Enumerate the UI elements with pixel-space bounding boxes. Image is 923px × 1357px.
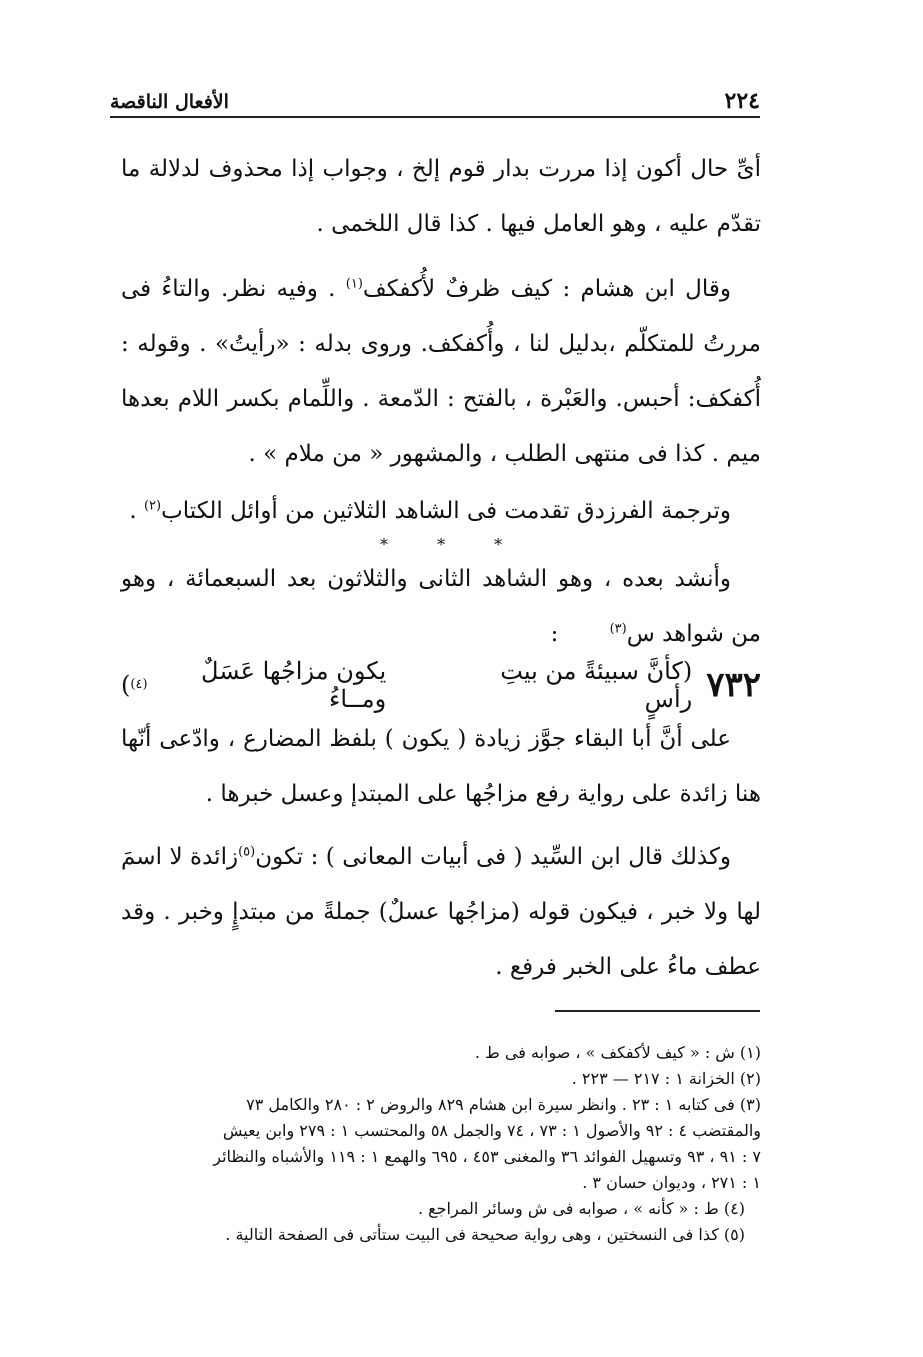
footnote-marker-5: (٥) xyxy=(238,844,256,860)
paragraph-text xyxy=(121,262,761,482)
footnote-divider xyxy=(555,1010,760,1012)
colon: : xyxy=(550,621,559,647)
paragraph-text-part: زائدة لا اسمَ لها ولا خبر ، فيكون قوله (مزاجُها عسلٌ) جملةً من مبتدإٍ وخبر . وقد عطف ماءُ على الخبر فرفع . xyxy=(121,844,761,980)
paragraph-2 xyxy=(121,262,761,482)
section-separator: * * * xyxy=(380,535,525,554)
verse-hemistich-first: (كأنَّ سبيئةً من بيتِ رأسٍ xyxy=(500,657,693,713)
running-title: الأفعال الناقصة xyxy=(110,91,229,113)
page-header xyxy=(110,82,760,118)
paragraph-text-part: وقال ابن هشام : كيف ظرفٌ لأُكفكف xyxy=(362,276,732,302)
paragraph-text-part: . وفيه نظر. والتاءُ فى مررتُ للمتكلّم ،بدليل لنا ، وأُكفكف. وروى بدله : «رأيتُ» . وقوله : أُكفكف: أحبس. والعَبْرة ، بالفتح : الدّمعة . واللِّمام بكسر اللام بعدها ميم . كذا فى منتهى الطلب ، والمشهور « من ملام » . xyxy=(121,276,761,467)
verse-number: ٧٣٢ xyxy=(706,665,761,705)
paragraph-3 xyxy=(121,484,761,539)
verse-hemistich-second: يكون مزاجُها عَسَلٌ ومــاءُ xyxy=(201,657,387,713)
paragraph-text-part: وأنشد بعده ، وهو الشاهد الثانى والثلاثون بعد السبعمائة ، وهو من شواهد س xyxy=(121,566,761,647)
footnotes xyxy=(111,1040,761,1248)
paragraph-5 xyxy=(121,712,761,822)
page-number: ٢٢٤ xyxy=(724,88,760,114)
footnote-marker-3: (٣) xyxy=(609,621,627,637)
paragraph-1 xyxy=(121,142,761,252)
verse-closing: ) xyxy=(121,671,131,699)
footnote-3: (٣) فى كتابه ١ : ٢٣ . وانظر سيرة ابن هشام ٨٢٩ والروض ٢ : ٢٨٠ والكامل ٧٣ xyxy=(246,1095,761,1114)
verse-line: ٧٣٢ (كأنَّ سبيئةً من بيتِ رأسٍ يكون مزاجُها عَسَلٌ ومــاءُ (٤) ) xyxy=(121,657,761,713)
footnote-4: (٤) ط : « كأنه » ، صوابه فى ش وسائر المراجع . xyxy=(417,1199,745,1218)
paragraph-text-part: وترجمة الفرزدق تقدمت فى الشاهد الثلاثين من أوائل الكتاب xyxy=(161,498,731,524)
footnote-3-continued: ٧ : ٩١ ، ٩٣ وتسهيل الفوائد ٣٦ والمغنى ٤٥٣ ، ٦٩٥ والهمع ١ : ١١٩ والأشباه والنظائر xyxy=(213,1147,761,1166)
paragraph-text xyxy=(121,552,761,662)
period: . xyxy=(129,498,137,524)
footnote-marker-2: (٢) xyxy=(143,498,162,514)
paragraph-text-part: وكذلك قال ابن السِّيد ( فى أبيات المعانى ) : تكون xyxy=(255,844,731,870)
paragraph-text xyxy=(121,484,761,539)
paragraph-text: على أنَّ أبا البقاء جوَّز زيادة ( يكون ) بلفظ المضارع ، وادّعى أنّها هنا زائدة على رواية رفع مزاجُها على المبتدإ وعسل خبرها . xyxy=(121,726,761,807)
paragraph-text xyxy=(121,830,761,995)
footnote-1: (١) ش : « كيف لأكفكف » ، صوابه فى ط . xyxy=(474,1043,761,1062)
paragraph-6 xyxy=(121,830,761,995)
footnote-5: (٥) كذا فى النسختين ، وهى رواية صحيحة فى البيت ستأتى فى الصفحة التالية . xyxy=(225,1225,745,1244)
paragraph-4 xyxy=(121,552,761,662)
footnote-3-continued: ١ : ٢٧١ ، وديوان حسان ٣ . xyxy=(582,1173,761,1192)
footnote-2: (٢) الخزانة ١ : ٢١٧ — ٢٢٣ . xyxy=(571,1069,761,1088)
footnote-marker-1: (١) xyxy=(345,276,363,292)
footnote-3-continued: والمقتضب ٤ : ٩٢ والأصول ١ : ٧٣ ، ٧٤ والجمل ٥٨ والمحتسب ١ : ٢٧٩ وابن يعيش xyxy=(222,1121,761,1140)
paragraph-text: أىِّ حال أكون إذا مررت بدار قوم إلخ ، وجواب إذا محذوف لدلالة ما تقدّم عليه ، وهو العامل فيها . كذا قال اللخمى . xyxy=(121,156,761,237)
